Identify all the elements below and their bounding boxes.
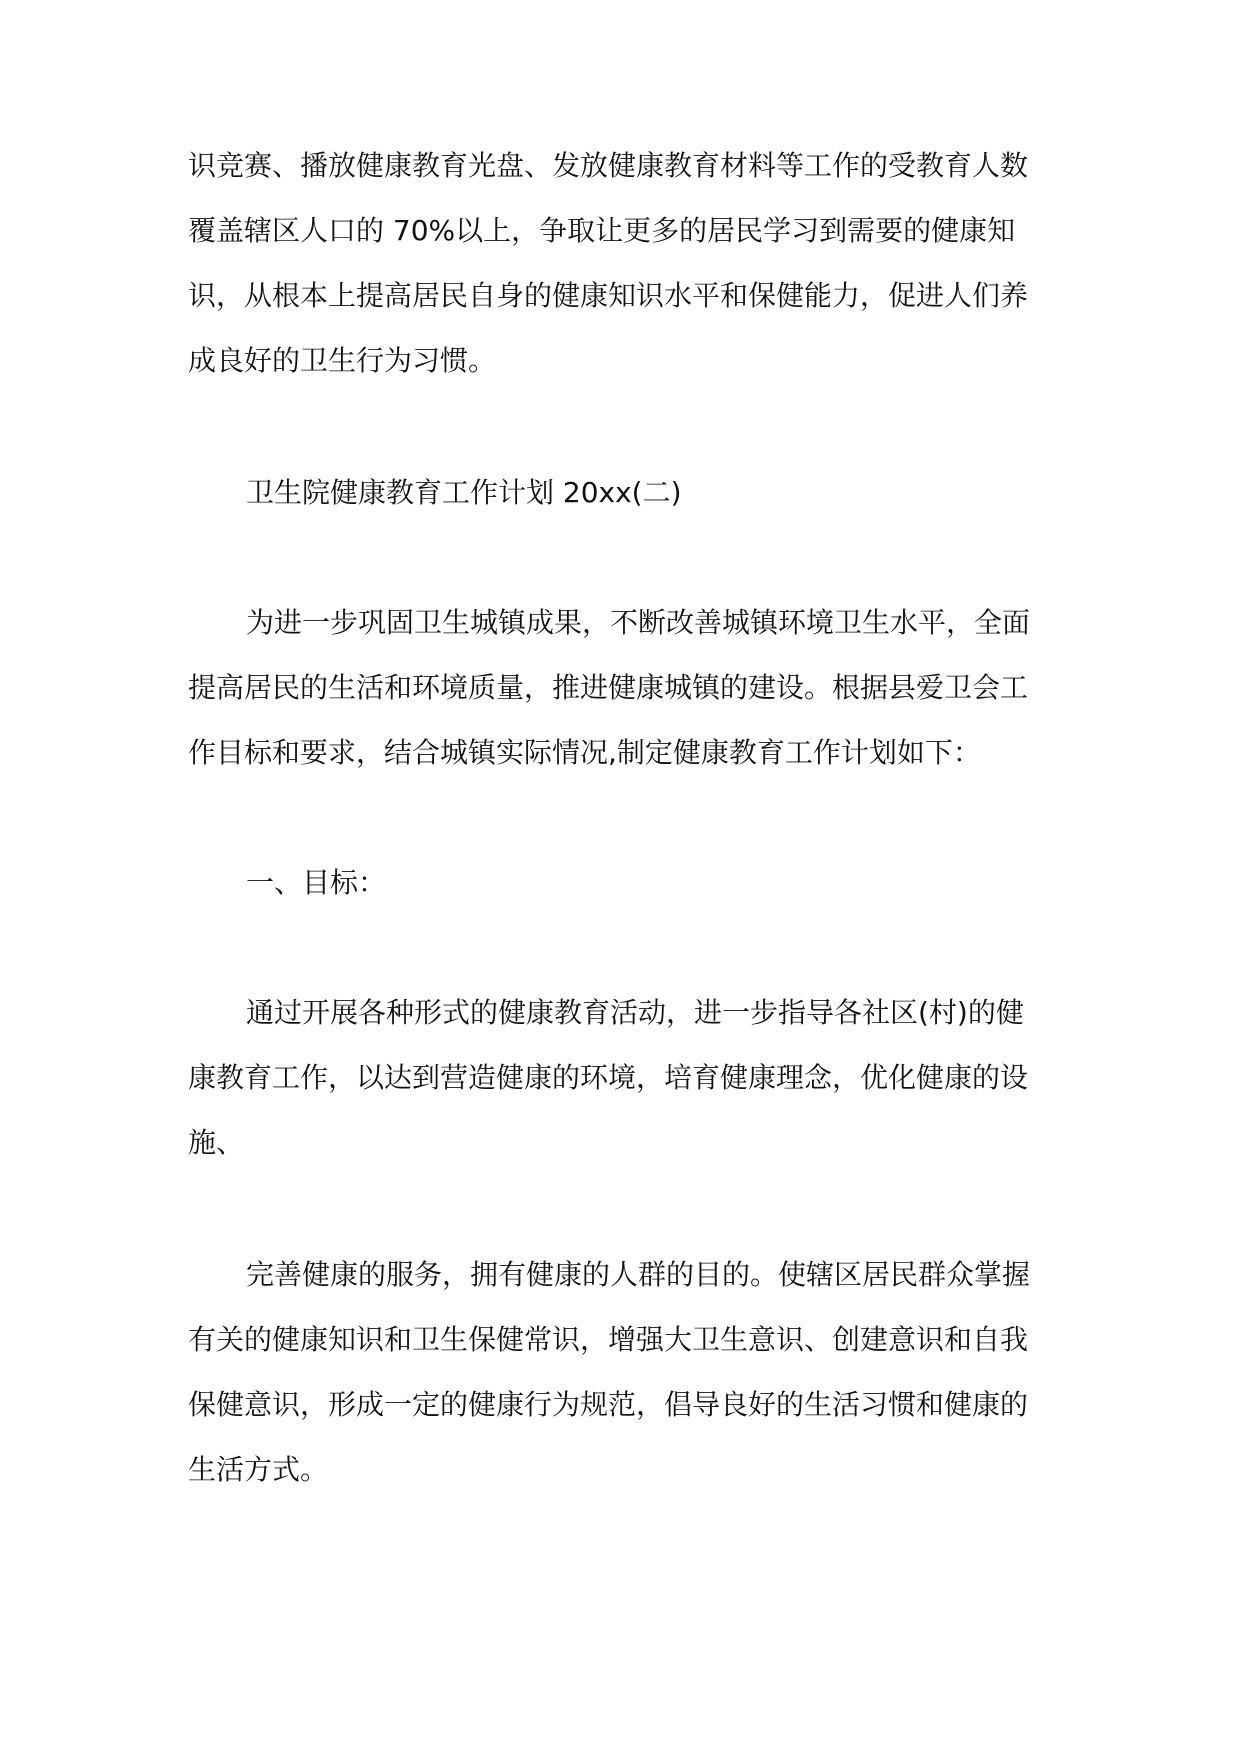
text-line: 识，从根本上提高居民自身的健康知识水平和保健能力，促进人们养 xyxy=(188,279,1029,312)
paragraph-intro xyxy=(188,590,1068,785)
text-line: 识竞赛、播放健康教育光盘、发放健康教育材料等工作的受教育人数 xyxy=(188,149,1029,182)
text-line: 完善健康的服务，拥有健康的人群的目的。使辖区居民群众掌握 xyxy=(246,1258,1031,1291)
text-line: 有关的健康知识和卫生保健常识，增强大卫生意识、创建意识和自我 xyxy=(188,1323,1029,1356)
text-line: 覆盖辖区人口的 70%以上，争取让更多的居民学习到需要的健康知 xyxy=(188,214,1016,247)
section-title xyxy=(188,460,1068,525)
paragraph-goals-2 xyxy=(188,1242,1068,1502)
text-line: 生活方式。 xyxy=(188,1453,329,1486)
text-line: 作目标和要求，结合城镇实际情况,制定健康教育工作计划如下： xyxy=(188,736,981,769)
text-line: 成良好的卫生行为习惯。 xyxy=(188,344,497,377)
text-line: 通过开展各种形式的健康教育活动，进一步指导各社区(村)的健 xyxy=(246,996,1024,1029)
text-line: 施、 xyxy=(188,1126,245,1159)
heading-goals-text: 一、目标： xyxy=(246,866,387,899)
text-line: 保健意识，形成一定的健康行为规范，倡导良好的生活习惯和健康的 xyxy=(188,1388,1029,1421)
text-line: 提高居民的生活和环境质量，推进健康城镇的建设。根据县爱卫会工 xyxy=(188,671,1029,704)
text-line: 为进一步巩固卫生城镇成果，不断改善城镇环境卫生水平，全面 xyxy=(246,606,1031,639)
paragraph-goals-1 xyxy=(188,980,1068,1175)
paragraph-continued-intro xyxy=(188,133,1068,393)
text-line: 康教育工作，以达到营造健康的环境，培育健康理念，优化健康的设 xyxy=(188,1061,1029,1094)
heading-goals xyxy=(188,850,1068,915)
section-title-text: 卫生院健康教育工作计划 20xx(二) xyxy=(246,476,682,509)
